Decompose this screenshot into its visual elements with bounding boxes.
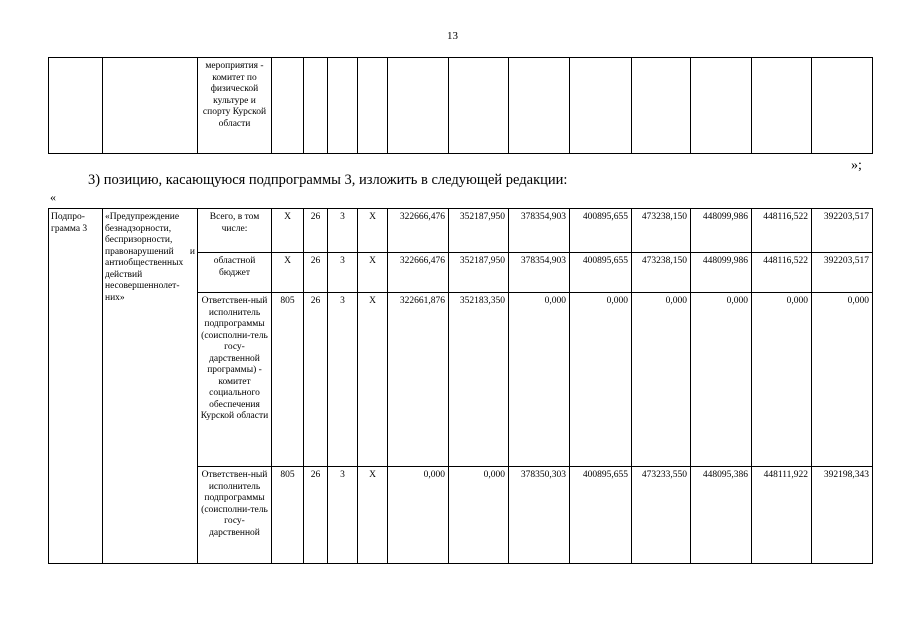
- value-cell: 0,000: [632, 293, 691, 467]
- code-cell: 26: [304, 293, 328, 467]
- value-cell: 0,000: [691, 293, 752, 467]
- code-cell: X: [358, 467, 388, 564]
- code-cell: X: [272, 253, 304, 293]
- value-cell: 400895,655: [570, 253, 632, 293]
- value-cell: 322666,476: [388, 253, 449, 293]
- top-table-fragment: [48, 57, 873, 154]
- value-cell: 473238,150: [632, 253, 691, 293]
- value-cell: 352187,950: [449, 209, 509, 253]
- row-label: Ответствен-ный исполнитель подпрограммы (соисполни-тель госу-дарственной программы) - комитет социального обеспечения Курской области: [198, 293, 272, 467]
- value-cell: 400895,655: [570, 467, 632, 564]
- page-number: 13: [447, 30, 458, 42]
- value-cell: 400895,655: [570, 209, 632, 253]
- value-cell: 473233,550: [632, 467, 691, 564]
- value-cell: 0,000: [509, 293, 570, 467]
- subprogram-name: «Предупреждение безнадзорности, беспризорности, правонарушений и антиобщественных действий несовершеннолет-них»: [103, 209, 198, 564]
- value-cell: 392203,517: [812, 253, 873, 293]
- subprogram-label: Подпро-грамма 3: [49, 209, 103, 564]
- value-cell: 448099,986: [691, 253, 752, 293]
- value-cell: 322666,476: [388, 209, 449, 253]
- value-cell: 448099,986: [691, 209, 752, 253]
- value-cell: 448111,922: [752, 467, 812, 564]
- top-table-cell-executor: мероприятия - комитет по физической культуре и спорту Курской области: [198, 58, 272, 154]
- code-cell: 26: [304, 253, 328, 293]
- code-cell: X: [358, 253, 388, 293]
- value-cell: 392203,517: [812, 209, 873, 253]
- value-cell: 0,000: [570, 293, 632, 467]
- value-cell: 0,000: [449, 467, 509, 564]
- code-cell: 3: [328, 293, 358, 467]
- row-label: областной бюджет: [198, 253, 272, 293]
- code-cell: 3: [328, 467, 358, 564]
- code-cell: 26: [304, 467, 328, 564]
- value-cell: 352187,950: [449, 253, 509, 293]
- code-cell: 26: [304, 209, 328, 253]
- row-label: Всего, в том числе:: [198, 209, 272, 253]
- code-cell: 3: [328, 209, 358, 253]
- top-table-row: [49, 58, 873, 154]
- value-cell: 448116,522: [752, 253, 812, 293]
- value-cell: 392198,343: [812, 467, 873, 564]
- code-cell: X: [358, 293, 388, 467]
- value-cell: 0,000: [812, 293, 873, 467]
- amendment-paragraph: 3) позицию, касающуюся подпрограммы 3, изложить в следующей редакции:: [88, 172, 568, 188]
- code-cell: X: [272, 209, 304, 253]
- value-cell: 322661,876: [388, 293, 449, 467]
- value-cell: 0,000: [388, 467, 449, 564]
- code-cell: 805: [272, 293, 304, 467]
- value-cell: 473238,150: [632, 209, 691, 253]
- subprogram-3-table: [48, 208, 873, 564]
- value-cell: 448095,386: [691, 467, 752, 564]
- code-cell: X: [358, 209, 388, 253]
- code-cell: 805: [272, 467, 304, 564]
- code-cell: 3: [328, 253, 358, 293]
- value-cell: 378354,903: [509, 253, 570, 293]
- value-cell: 378354,903: [509, 209, 570, 253]
- table-row: [49, 209, 873, 253]
- value-cell: 378350,303: [509, 467, 570, 564]
- closing-quote: »;: [851, 158, 862, 173]
- opening-quote: «: [50, 190, 56, 204]
- value-cell: 448116,522: [752, 209, 812, 253]
- value-cell: 352183,350: [449, 293, 509, 467]
- row-label: Ответствен-ный исполнитель подпрограммы (соисполни-тель госу-дарственной: [198, 467, 272, 564]
- value-cell: 0,000: [752, 293, 812, 467]
